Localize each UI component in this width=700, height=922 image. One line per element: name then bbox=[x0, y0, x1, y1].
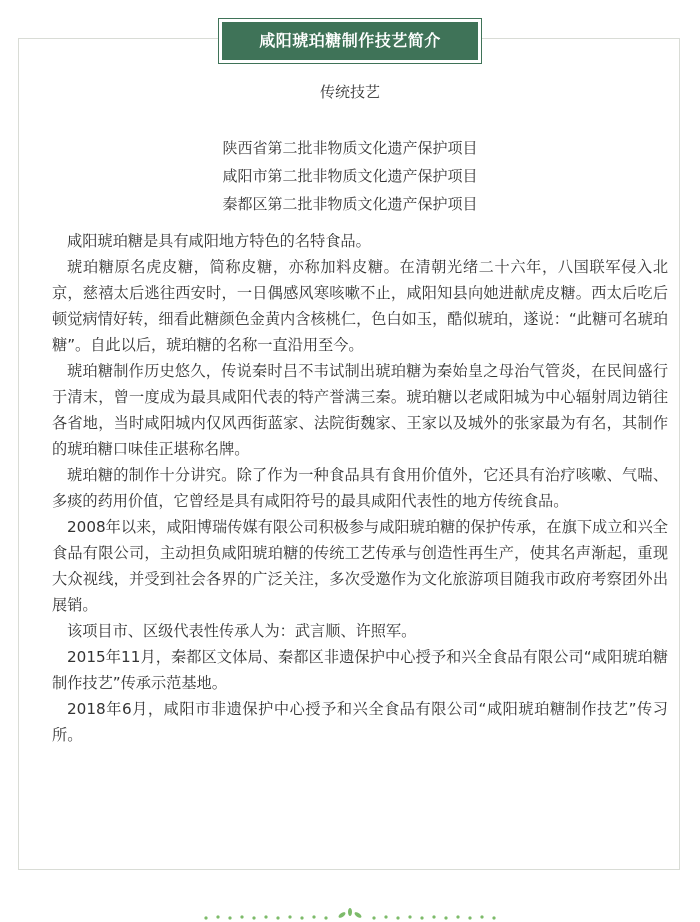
paragraph: 琥珀糖的制作十分讲究。除了作为一种食品具有食用价值外，它还具有治疗咳嗽、气喘、多痰的药用价值，它曾经是具有咸阳符号的最具咸阳代表性的地方传统食品。 bbox=[52, 466, 668, 510]
subtitle: 传统技艺 bbox=[319, 83, 380, 101]
article-body bbox=[52, 228, 668, 748]
green-dots-vine-icon bbox=[200, 906, 500, 922]
paragraph: 琥珀糖原名虎皮糖，简称皮糖，亦称加料皮糖。在清朝光绪二十六年，八国联军侵入北京，慈禧太后逃往西安时，一日偶感风寒咳嗽不止，咸阳知县向她进献虎皮糖。西太后吃后顿觉病情好转，细看此糖颜色金黄内含核桃仁，色白如玉，酷似琥珀，遂说：“此糖可名琥珀糖”。自此以后，琥珀糖的名称一直沿用至今。 bbox=[52, 258, 668, 354]
project-item: 陕西省第二批非物质文化遗产保护项目 bbox=[222, 139, 478, 157]
paragraph: 咸阳琥珀糖是具有咸阳地方特色的名特食品。 bbox=[67, 232, 371, 250]
project-item: 秦都区第二批非物质文化遗产保护项目 bbox=[222, 195, 478, 213]
paragraph: 2018年6月，咸阳市非遗保护中心授予和兴全食品有限公司“咸阳琥珀糖制作技艺”传习所。 bbox=[52, 700, 668, 744]
paragraph: 该项目市、区级代表性传承人为：武言顺、许照军。 bbox=[67, 622, 417, 640]
page-title: 咸阳琥珀糖制作技艺简介 bbox=[222, 22, 478, 60]
paragraph: 琥珀糖制作历史悠久，传说秦时吕不韦试制出琥珀糖为秦始皇之母治气管炎，在民间盛行于清末，曾一度成为最具咸阳代表的特产誉满三秦。琥珀糖以老咸阳城为中心辐射周边销往各省地，当时咸阳城内仅风西街蓝家、法院街魏家、王家以及城外的张家最为有名，其制作的琥珀糖口味佳正堪称名牌。 bbox=[52, 362, 668, 458]
project-list bbox=[0, 134, 700, 218]
project-item: 咸阳市第二批非物质文化遗产保护项目 bbox=[222, 167, 478, 185]
paragraph: 2015年11月，秦都区文体局、秦都区非遗保护中心授予和兴全食品有限公司“咸阳琥珀糖制作技艺”传承示范基地。 bbox=[52, 648, 668, 692]
paragraph: 2008年以来，咸阳博瑞传媒有限公司积极参与咸阳琥珀糖的保护传承，在旗下成立和兴全食品有限公司，主动担负咸阳琥珀糖的传统工艺传承与创造性再生产，使其名声渐起，重现大众视线，并受到社会各界的广泛关注，多次受邀作为文化旅游项目随我市政府考察团外出展销。 bbox=[52, 518, 668, 614]
